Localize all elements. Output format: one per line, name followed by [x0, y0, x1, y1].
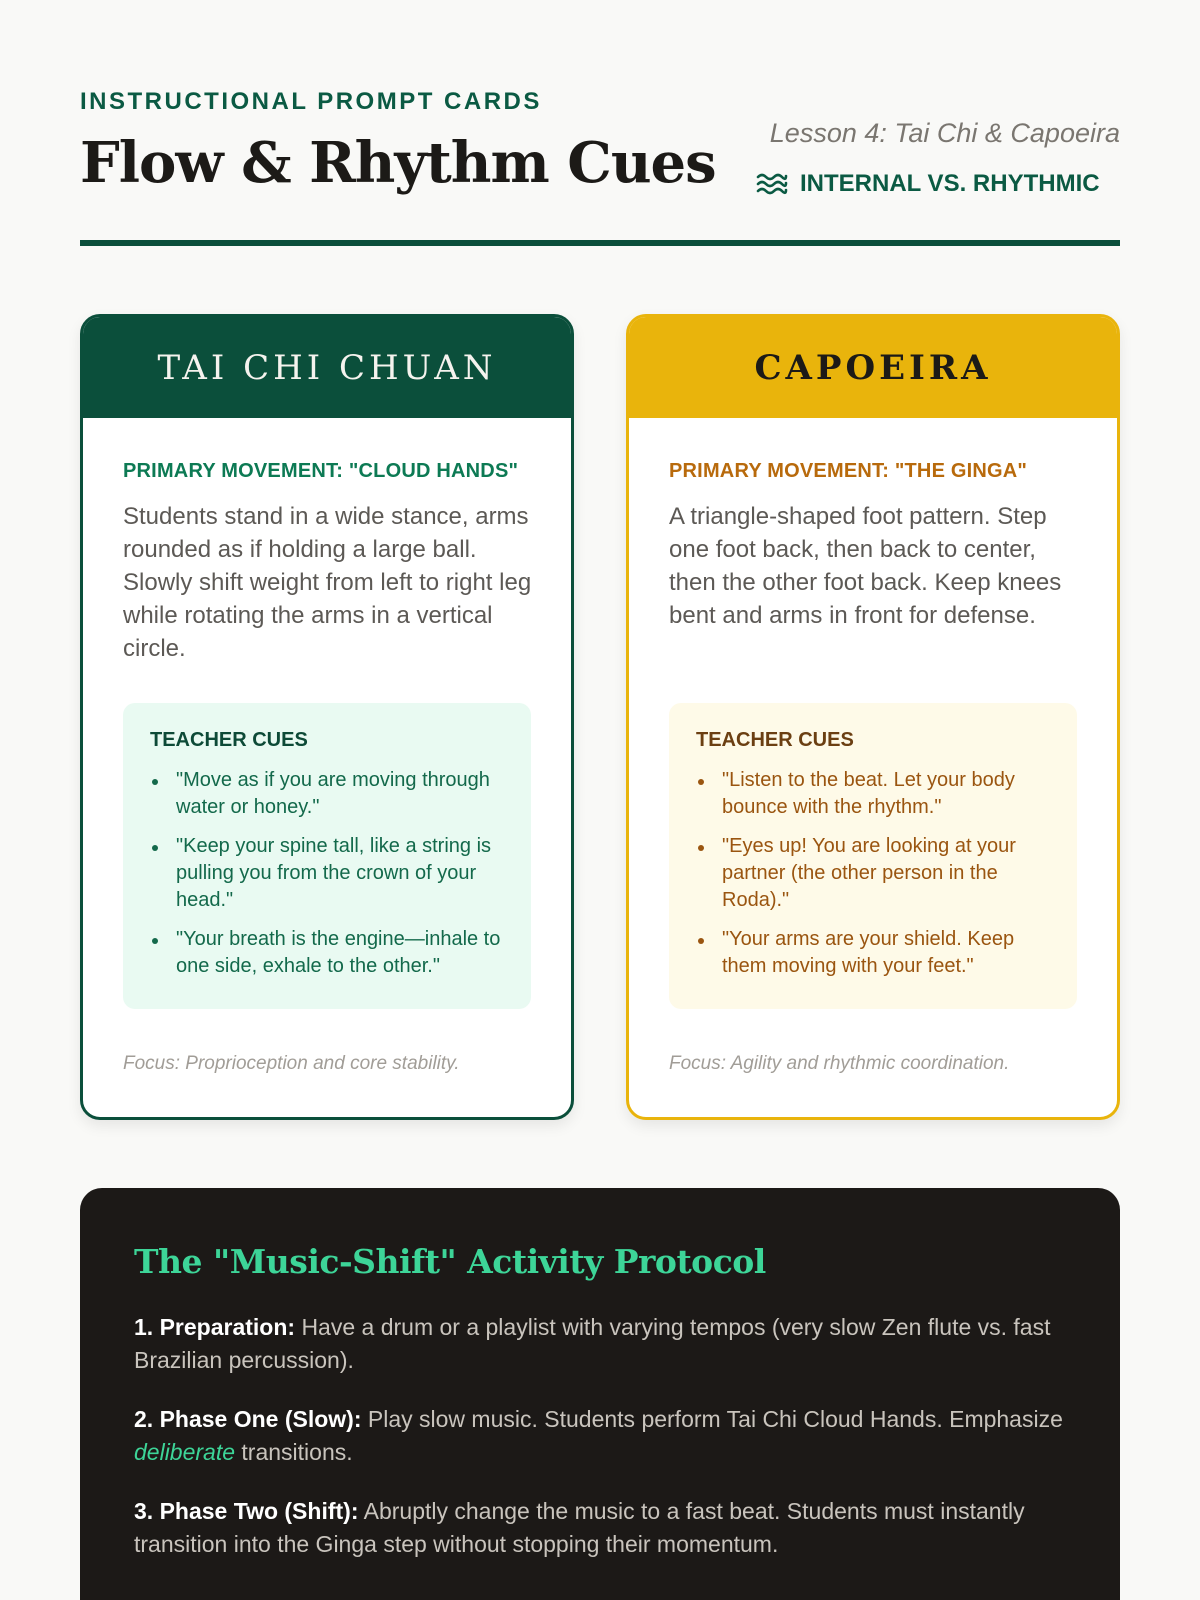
card-body — [669, 460, 1079, 632]
movement-description: Students stand in a wide stance, arms rounded as if holding a large ball. Slowly shift weight from left to right leg while rotating the arms in a vertical circle. — [123, 503, 532, 662]
step-label: 2. Phase One (Slow): — [134, 1406, 362, 1432]
teacher-cues-title: TEACHER CUES — [696, 729, 854, 751]
step-text: Have a drum or a playlist with varying tempos (very slow Zen flute vs. fast Brazilian percussion). — [134, 1314, 1051, 1373]
cue-item: "Listen to the beat. Let your body bounce with the rhythm." — [696, 767, 1051, 821]
protocol-title: The "Music-Shift" Activity Protocol — [134, 1242, 766, 1281]
protocol-step — [134, 1403, 1066, 1469]
cue-list — [696, 767, 1051, 980]
page-header — [80, 88, 1120, 248]
primary-movement-label: PRIMARY MOVEMENT: "CLOUD HANDS" — [123, 460, 519, 482]
step-emphasis: deliberate — [134, 1439, 236, 1465]
protocol-step — [134, 1311, 1066, 1377]
lesson-subtitle: Lesson 4: Tai Chi & Capoeira — [769, 118, 1120, 148]
waves-icon — [756, 172, 788, 196]
primary-movement-label: PRIMARY MOVEMENT: "THE GINGA" — [669, 460, 1028, 482]
focus-note: Focus: Agility and rhythmic coordination. — [669, 1053, 1010, 1074]
teacher-cues-box — [669, 703, 1077, 1009]
card-heading: CAPOEIRA — [629, 317, 1117, 418]
step-text: transitions. — [241, 1439, 353, 1465]
card-body — [123, 460, 533, 665]
capoeira-card — [626, 314, 1120, 1120]
focus-note: Focus: Proprioception and core stability. — [123, 1053, 460, 1074]
cue-item: "Your breath is the engine—inhale to one side, exhale to the other." — [150, 926, 505, 980]
cue-item: "Move as if you are moving through water or honey." — [150, 767, 505, 821]
teacher-cues-box — [123, 703, 531, 1009]
page-title: Flow & Rhythm Cues — [80, 130, 716, 196]
cue-item: "Your arms are your shield. Keep them moving with your feet." — [696, 926, 1051, 980]
category-tag-label: INTERNAL VS. RHYTHMIC — [800, 170, 1100, 197]
tai-chi-card — [80, 314, 574, 1120]
step-label: 3. Phase Two (Shift): — [134, 1498, 359, 1524]
step-label: 1. Preparation: — [134, 1314, 296, 1340]
header-divider — [80, 240, 1120, 246]
activity-protocol-panel — [80, 1188, 1120, 1600]
cue-item: "Eyes up! You are looking at your partner (the other person in the Roda)." — [696, 833, 1051, 914]
page — [80, 0, 1120, 1600]
protocol-step — [134, 1495, 1066, 1561]
teacher-cues-title: TEACHER CUES — [150, 729, 308, 751]
category-tag — [756, 170, 1100, 198]
step-text: Abruptly change the music to a fast beat. Students must instantly transition into the Ginga step without stopping their momentum. — [134, 1498, 1025, 1557]
cue-list — [150, 767, 505, 980]
step-text: Play slow music. Students perform Tai Chi Cloud Hands. Emphasize — [367, 1406, 1063, 1432]
card-heading: TAI CHI CHUAN — [83, 317, 571, 418]
movement-description: A triangle-shaped foot pattern. Step one foot back, then back to center, then the other foot back. Keep knees bent and arms in front for defense. — [669, 503, 1062, 629]
cue-item: "Keep your spine tall, like a string is pulling you from the crown of your head." — [150, 833, 505, 914]
eyebrow-label: INSTRUCTIONAL PROMPT CARDS — [80, 88, 542, 115]
